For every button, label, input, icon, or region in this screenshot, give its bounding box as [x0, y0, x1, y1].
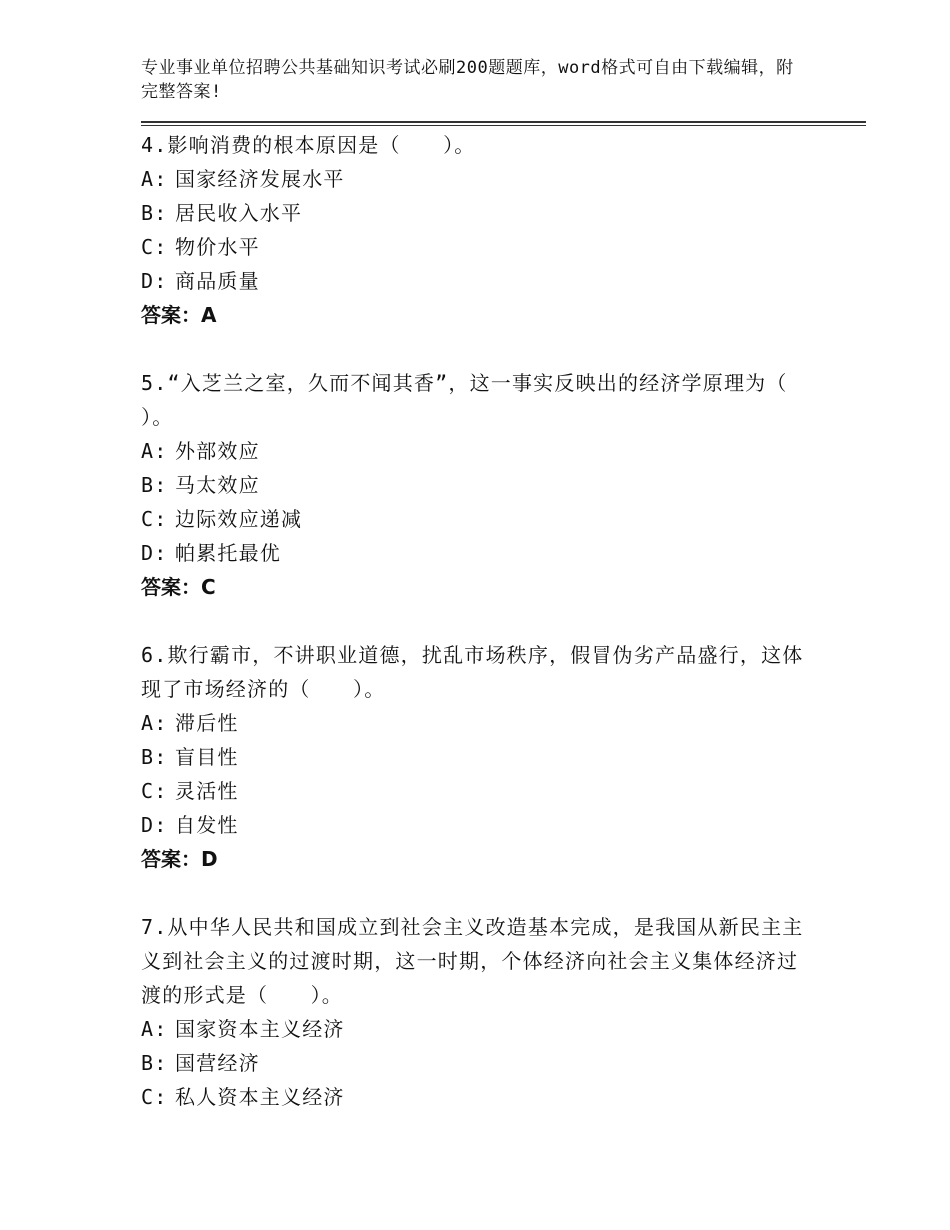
- option-text: 帕累托最优: [175, 541, 281, 565]
- option-b: [141, 196, 811, 230]
- option-text: 滞后性: [175, 711, 239, 735]
- option-letter: A:: [141, 1017, 168, 1041]
- answer-label: 答案：D: [141, 847, 218, 871]
- option-letter: B:: [141, 201, 168, 225]
- option-text: 物价水平: [175, 235, 260, 259]
- option-text: 私人资本主义经济: [175, 1085, 345, 1109]
- option-c: [141, 774, 811, 808]
- option-a: [141, 162, 811, 196]
- question-stem: 5.“入芝兰之室，久而不闻其香”，这一事实反映出的经济学原理为（ ）。: [141, 371, 830, 429]
- option-text: 外部效应: [175, 439, 260, 463]
- option-d: [141, 808, 811, 842]
- question-stem: 4.影响消费的根本原因是（ ）。: [141, 133, 476, 157]
- answer-label: 答案：A: [141, 303, 217, 327]
- option-d: [141, 264, 811, 298]
- question-7: [141, 910, 811, 1114]
- answer-label: 答案：C: [141, 575, 216, 599]
- option-text: 居民收入水平: [175, 201, 303, 225]
- option-letter: D:: [141, 269, 168, 293]
- option-letter: D:: [141, 813, 168, 837]
- option-letter: B:: [141, 745, 168, 769]
- question-list: [141, 128, 830, 1148]
- option-letter: A:: [141, 711, 168, 735]
- option-a: [141, 706, 811, 740]
- option-a: [141, 1012, 811, 1046]
- option-letter: C:: [141, 1085, 168, 1109]
- option-a: [141, 434, 811, 468]
- document-header: 专业事业单位招聘公共基础知识考试必刷200题题库，word格式可自由下载编辑，附完整答案!: [141, 58, 794, 102]
- option-text: 国家资本主义经济: [175, 1017, 345, 1041]
- option-d: [141, 536, 811, 570]
- option-c: [141, 502, 811, 536]
- option-text: 国营经济: [175, 1051, 260, 1075]
- option-text: 商品质量: [175, 269, 260, 293]
- question-5: [141, 366, 830, 604]
- option-text: 盲目性: [175, 745, 239, 769]
- option-letter: B:: [141, 1051, 168, 1075]
- question-stem: 6.欺行霸市，不讲职业道德，扰乱市场秩序，假冒伪劣产品盛行，这体现了市场经济的（ ）。: [141, 643, 804, 701]
- option-c: [141, 1080, 811, 1114]
- header-divider-thin: [141, 125, 866, 126]
- option-b: [141, 468, 811, 502]
- option-letter: A:: [141, 167, 168, 191]
- option-b: [141, 1046, 811, 1080]
- option-c: [141, 230, 811, 264]
- option-text: 国家经济发展水平: [175, 167, 345, 191]
- option-letter: C:: [141, 235, 168, 259]
- option-letter: C:: [141, 779, 168, 803]
- question-stem: 7.从中华人民共和国成立到社会主义改造基本完成，是我国从新民主主义到社会主义的过渡时期，这一时期，个体经济向社会主义集体经济过渡的形式是（ ）。: [141, 915, 804, 1007]
- option-letter: B:: [141, 473, 168, 497]
- option-text: 灵活性: [175, 779, 239, 803]
- option-text: 马太效应: [175, 473, 260, 497]
- option-letter: A:: [141, 439, 168, 463]
- header-divider-thick: [141, 121, 866, 123]
- option-text: 边际效应递减: [175, 507, 303, 531]
- question-4: [141, 128, 811, 332]
- option-b: [141, 740, 811, 774]
- option-letter: C:: [141, 507, 168, 531]
- option-letter: D:: [141, 541, 168, 565]
- question-6: [141, 638, 811, 876]
- option-text: 自发性: [175, 813, 239, 837]
